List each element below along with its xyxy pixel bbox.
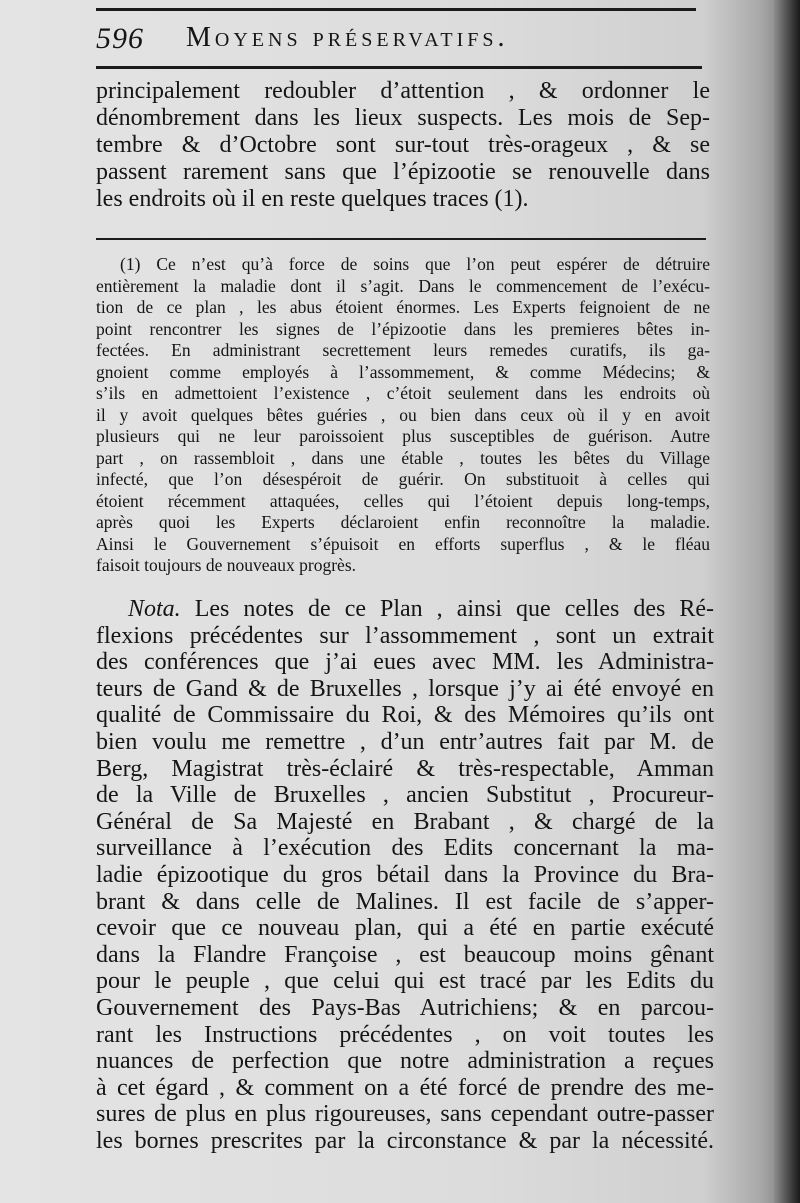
footnote-line: point rencontrer les signes de l’épizootie dans les premieres bêtes in-: [96, 318, 710, 339]
page-number: 596: [96, 22, 144, 55]
footnote-line: faisoit toujours de nouveaux progrès.: [96, 555, 357, 575]
footnote-line: entièrement la maladie dont il s’agit. Dans le commencement de l’exécu-: [96, 275, 710, 296]
footnote-line: étoient récemment attaquées, celles qui l’étoient depuis long-temps,: [96, 490, 710, 511]
nota-line: à cet égard , & comment on a été forcé de prendre des me-: [96, 1074, 714, 1101]
running-title: Moyens préservatifs.: [186, 22, 509, 53]
footnote-line: fectées. En administrant secrettement leurs remedes curatifs, ils ga-: [96, 340, 710, 360]
nota-line: ladie épizootique du gros bétail dans la Province du Bra-: [96, 861, 714, 888]
footnote-line: il y avoit quelques bêtes guéries , ou bien dans ceux où il y en avoit: [96, 404, 710, 425]
nota-line: surveillance à l’exécution des Edits concernant la ma-: [96, 835, 714, 862]
main-text-line: passent rarement sans que l’épizootie se renouvelle dans: [96, 159, 710, 185]
footnote-line: s’ils en admettoient l’existence , c’étoit seulement dans les endroits où: [96, 383, 710, 403]
main-text-line: dénombrement dans les lieux suspects. Les mois de Sep-: [96, 105, 710, 131]
nota-line: de la Ville de Bruxelles , ancien Substitut , Procureur-: [96, 782, 714, 809]
page-header: [96, 20, 706, 60]
nota-line: des conférences que j’ai eues avec MM. les Administra-: [96, 649, 714, 676]
footnote-line: Ainsi le Gouvernement s’épuisoit en efforts superflus , & le fléau: [96, 533, 710, 554]
nota-line: nuances de perfection que notre administration a reçues: [96, 1048, 714, 1075]
main-text-line: principalement redoubler d’attention , & ordonner le: [96, 78, 710, 104]
main-text-block: [96, 78, 710, 213]
footnote-separator-rule: [96, 238, 706, 240]
nota-first-line: [96, 596, 714, 623]
nota-block: [96, 596, 714, 1154]
footnote-line: infecté, que l’on désespéroit de guérir. On substituoit à celles qui: [96, 469, 710, 489]
nota-line: Berg, Magistrat très-éclairé & très-respectable, Amman: [96, 755, 714, 782]
nota-line: bien voulu me remettre , d’un entr’autres fait par M. de: [96, 728, 714, 755]
footnote-block: [96, 254, 710, 577]
footnote-line: après quoi les Experts déclaroient enfin reconnoître la maladie.: [96, 512, 710, 532]
book-gutter-shadow: [774, 0, 800, 1203]
nota-line: flexions précédentes sur l’assommement , sont un extrait: [96, 622, 714, 649]
top-rule: [96, 8, 696, 11]
nota-line: brant & dans celle de Malines. Il est facile de s’apper-: [96, 888, 714, 915]
nota-line: dans la Flandre Françoise , est beaucoup moins gênant: [96, 941, 714, 968]
nota-first-line-text: Les notes de ce Plan , ainsi que celles des Ré-: [180, 596, 714, 622]
nota-line: Gouvernement des Pays-Bas Autrichiens; & en parcou-: [96, 994, 714, 1021]
nota-line: cevoir que ce nouveau plan, qui a été en partie exécuté: [96, 915, 714, 942]
nota-line: sures de plus en plus rigoureuses, sans cependant outre-passer: [96, 1101, 714, 1128]
footnote-line: (1) Ce n’est qu’à force de soins que l’on peut espérer de détruire: [120, 254, 710, 274]
nota-line: les bornes prescrites par la circonstance & par la nécessité.: [96, 1127, 714, 1154]
nota-line: qualité de Commissaire du Roi, & des Mémoires qu’ils ont: [96, 702, 714, 729]
footnote-line: tion de ce plan , les abus étoient énormes. Les Experts feignoient de ne: [96, 297, 710, 317]
footnote-line: gnoient comme employés à l’assommement, & comme Médecins; &: [96, 361, 710, 382]
nota-line: pour le peuple , que celui qui est tracé par les Edits du: [96, 968, 714, 995]
footnote-line: part , on rassembloit , dans une étable , toutes les bêtes du Village: [96, 447, 710, 468]
footnote-line: plusieurs qui ne leur paroissoient plus susceptibles de guérison. Autre: [96, 426, 710, 446]
nota-line: teurs de Gand & de Bruxelles , lorsque j’y ai été envoyé en: [96, 675, 714, 702]
main-text-line: tembre & d’Octobre sont sur-tout très-orageux , & se: [96, 132, 710, 158]
nota-line: Général de Sa Majesté en Brabant , & chargé de la: [96, 808, 714, 835]
main-text-line: les endroits où il en reste quelques traces (1).: [96, 186, 529, 212]
nota-line: rant les Instructions précédentes , on voit toutes les: [96, 1021, 714, 1048]
header-rule: [96, 66, 702, 69]
nota-label: Nota.: [128, 596, 181, 622]
